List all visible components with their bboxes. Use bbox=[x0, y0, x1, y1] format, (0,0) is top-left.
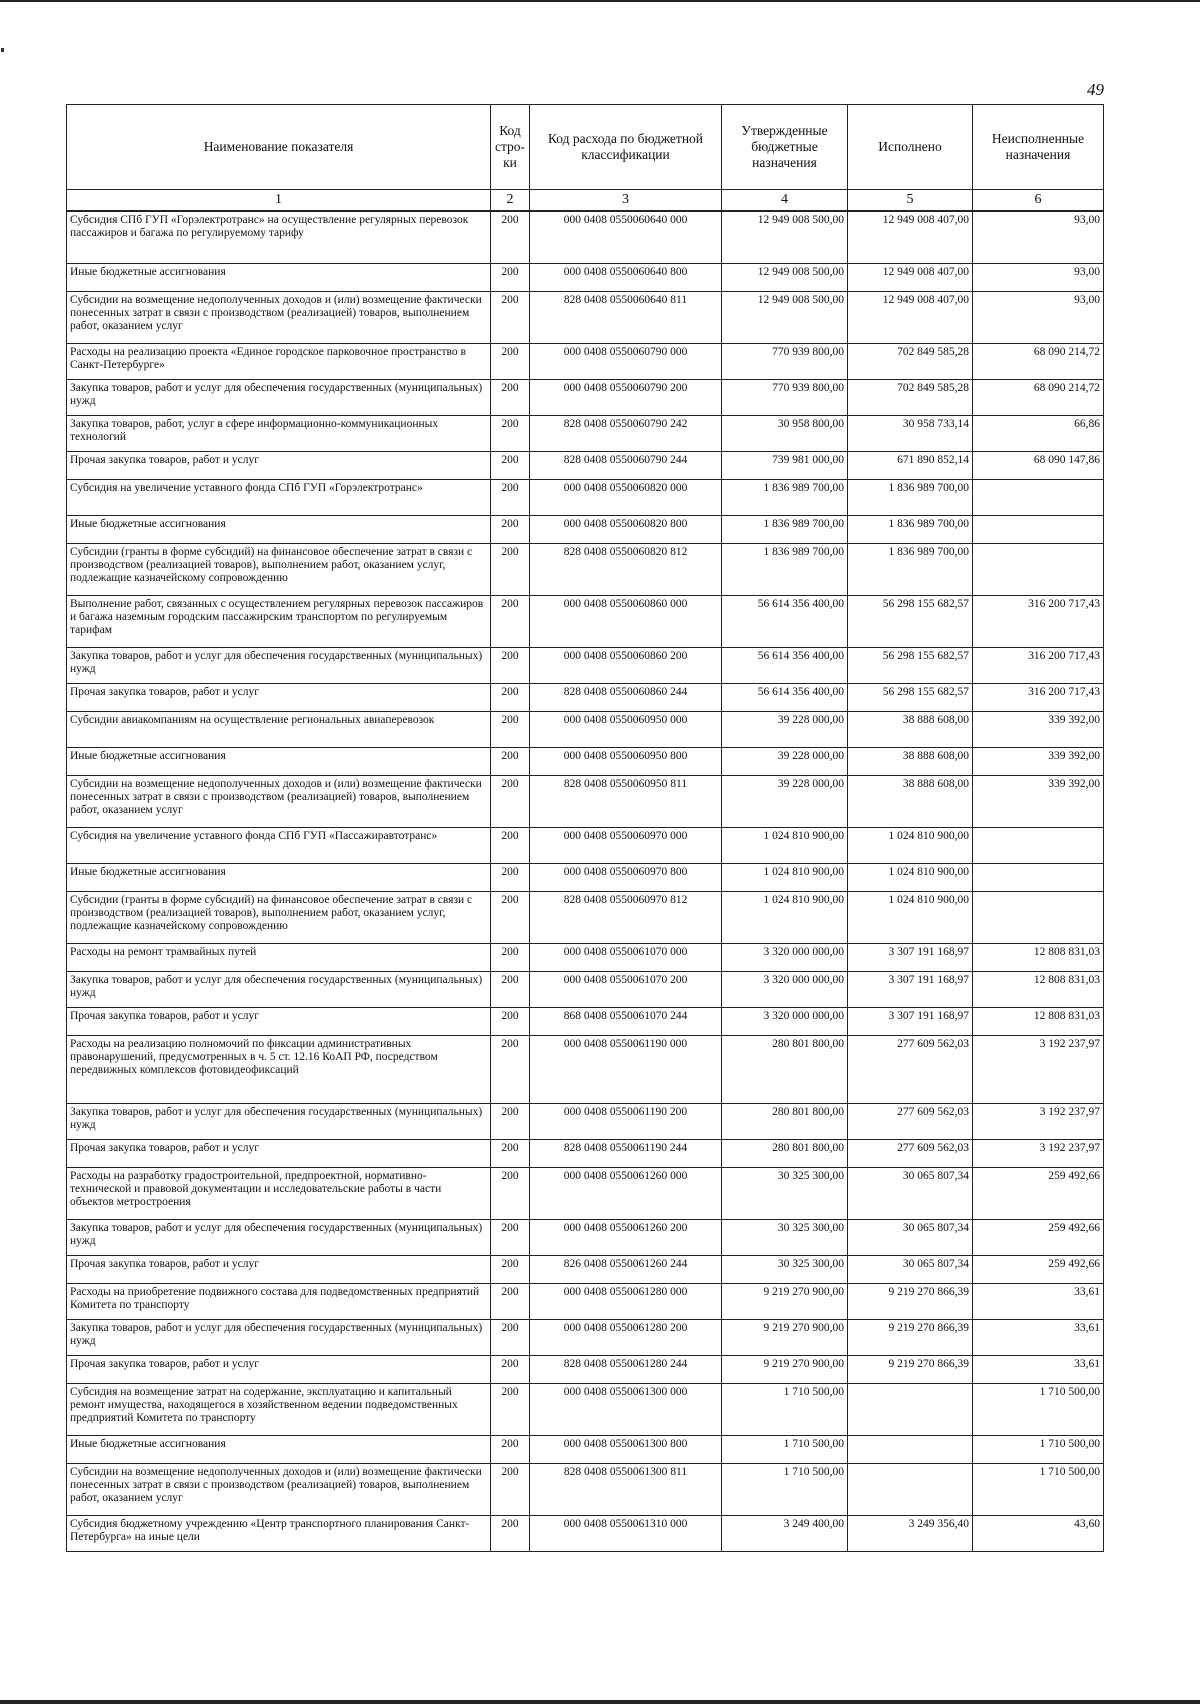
row-line-code: 200 bbox=[491, 1104, 530, 1140]
row-expense-code: 826 0408 0550061260 244 bbox=[530, 1256, 722, 1284]
header-executed: Исполнено bbox=[848, 105, 973, 190]
row-unexecuted: 68 090 214,72 bbox=[973, 380, 1104, 416]
row-unexecuted: 33,61 bbox=[973, 1284, 1104, 1320]
header-approved: Утвержденные бюджетные назначения bbox=[722, 105, 848, 190]
row-expense-code: 828 0408 0550060790 244 bbox=[530, 452, 722, 480]
table-row bbox=[67, 1140, 1104, 1168]
table-row bbox=[67, 1384, 1104, 1436]
row-name: Прочая закупка товаров, работ и услуг bbox=[67, 1256, 491, 1284]
row-expense-code: 868 0408 0550061070 244 bbox=[530, 1008, 722, 1036]
row-approved: 9 219 270 900,00 bbox=[722, 1284, 848, 1320]
row-unexecuted: 1 710 500,00 bbox=[973, 1464, 1104, 1516]
row-executed: 702 849 585,28 bbox=[848, 344, 973, 380]
row-executed: 56 298 155 682,57 bbox=[848, 596, 973, 648]
row-expense-code: 000 0408 0550060970 800 bbox=[530, 864, 722, 892]
row-name: Субсидия на увеличение уставного фонда СПб ГУП «Пассажиравтотранс» bbox=[67, 828, 491, 864]
row-name: Субсидия бюджетному учреждению «Центр транспортного планирования Санкт-Петербурга» на иные цели bbox=[67, 1516, 491, 1552]
row-expense-code: 828 0408 0550060820 812 bbox=[530, 544, 722, 596]
row-approved: 39 228 000,00 bbox=[722, 776, 848, 828]
table-row bbox=[67, 972, 1104, 1008]
row-approved: 39 228 000,00 bbox=[722, 748, 848, 776]
row-unexecuted: 12 808 831,03 bbox=[973, 972, 1104, 1008]
column-number: 4 bbox=[722, 190, 848, 212]
row-approved: 1 710 500,00 bbox=[722, 1384, 848, 1436]
row-unexecuted: 33,61 bbox=[973, 1320, 1104, 1356]
table-row bbox=[67, 416, 1104, 452]
row-unexecuted bbox=[973, 828, 1104, 864]
table-row bbox=[67, 292, 1104, 344]
column-number: 3 bbox=[530, 190, 722, 212]
row-approved: 3 249 400,00 bbox=[722, 1516, 848, 1552]
row-approved: 12 949 008 500,00 bbox=[722, 292, 848, 344]
row-executed: 702 849 585,28 bbox=[848, 380, 973, 416]
row-executed: 12 949 008 407,00 bbox=[848, 292, 973, 344]
table-row bbox=[67, 1284, 1104, 1320]
row-line-code: 200 bbox=[491, 944, 530, 972]
row-approved: 770 939 800,00 bbox=[722, 380, 848, 416]
row-approved: 56 614 356 400,00 bbox=[722, 648, 848, 684]
row-line-code: 200 bbox=[491, 1036, 530, 1104]
column-number: 1 bbox=[67, 190, 491, 212]
row-approved: 30 325 300,00 bbox=[722, 1256, 848, 1284]
row-expense-code: 828 0408 0550061280 244 bbox=[530, 1356, 722, 1384]
scan-border-top bbox=[0, 0, 1200, 2]
row-executed: 12 949 008 407,00 bbox=[848, 211, 973, 264]
row-executed: 38 888 608,00 bbox=[848, 776, 973, 828]
header-unexecuted: Неисполненные назначения bbox=[973, 105, 1104, 190]
scan-border-bottom bbox=[0, 1700, 1200, 1704]
header-expense-code: Код расхода по бюджетной классификации bbox=[530, 105, 722, 190]
row-approved: 1 836 989 700,00 bbox=[722, 516, 848, 544]
row-expense-code: 828 0408 0550061190 244 bbox=[530, 1140, 722, 1168]
row-unexecuted: 316 200 717,43 bbox=[973, 684, 1104, 712]
table-row bbox=[67, 712, 1104, 748]
row-name: Прочая закупка товаров, работ и услуг bbox=[67, 452, 491, 480]
row-executed: 30 065 807,34 bbox=[848, 1168, 973, 1220]
row-unexecuted: 12 808 831,03 bbox=[973, 944, 1104, 972]
row-expense-code: 000 0408 0550061310 000 bbox=[530, 1516, 722, 1552]
row-approved: 1 710 500,00 bbox=[722, 1464, 848, 1516]
row-approved: 1 024 810 900,00 bbox=[722, 892, 848, 944]
row-unexecuted: 68 090 214,72 bbox=[973, 344, 1104, 380]
budget-execution-table bbox=[66, 104, 1104, 1552]
row-name: Субсидии на возмещение недополученных доходов и (или) возмещение фактически понесенных затрат в связи с производством (реализацией) товаров, выполнением работ, оказанием услуг bbox=[67, 292, 491, 344]
row-expense-code: 000 0408 0550060790 200 bbox=[530, 380, 722, 416]
row-approved: 30 958 800,00 bbox=[722, 416, 848, 452]
row-executed bbox=[848, 1384, 973, 1436]
table-row bbox=[67, 1168, 1104, 1220]
row-expense-code: 000 0408 0550060950 800 bbox=[530, 748, 722, 776]
row-unexecuted: 93,00 bbox=[973, 211, 1104, 264]
row-unexecuted: 339 392,00 bbox=[973, 712, 1104, 748]
row-executed: 38 888 608,00 bbox=[848, 712, 973, 748]
row-expense-code: 000 0408 0550060820 800 bbox=[530, 516, 722, 544]
row-line-code: 200 bbox=[491, 211, 530, 264]
row-expense-code: 000 0408 0550061280 200 bbox=[530, 1320, 722, 1356]
table-row bbox=[67, 380, 1104, 416]
table-body bbox=[67, 211, 1104, 1552]
row-expense-code: 000 0408 0550061070 200 bbox=[530, 972, 722, 1008]
row-expense-code: 828 0408 0550061300 811 bbox=[530, 1464, 722, 1516]
row-executed: 1 024 810 900,00 bbox=[848, 864, 973, 892]
row-executed: 1 024 810 900,00 bbox=[848, 828, 973, 864]
row-name: Расходы на приобретение подвижного состава для подведомственных предприятий Комитета по транспорту bbox=[67, 1284, 491, 1320]
row-unexecuted: 339 392,00 bbox=[973, 776, 1104, 828]
row-name: Иные бюджетные ассигнования bbox=[67, 1436, 491, 1464]
row-unexecuted: 259 492,66 bbox=[973, 1220, 1104, 1256]
row-unexecuted: 33,61 bbox=[973, 1356, 1104, 1384]
row-executed: 277 609 562,03 bbox=[848, 1140, 973, 1168]
row-name: Расходы на реализацию полномочий по фиксации административных правонарушений, предусмотренных в ч. 5 ст. 12.16 КоАП РФ, посредством передвижных комплексов фотовидеофиксаций bbox=[67, 1036, 491, 1104]
row-name: Прочая закупка товаров, работ и услуг bbox=[67, 1140, 491, 1168]
row-unexecuted: 12 808 831,03 bbox=[973, 1008, 1104, 1036]
row-executed: 30 958 733,14 bbox=[848, 416, 973, 452]
table-row bbox=[67, 648, 1104, 684]
header-line-code: Код стро- ки bbox=[491, 105, 530, 190]
row-executed: 9 219 270 866,39 bbox=[848, 1356, 973, 1384]
table-row bbox=[67, 892, 1104, 944]
row-unexecuted: 259 492,66 bbox=[973, 1168, 1104, 1220]
row-line-code: 200 bbox=[491, 1384, 530, 1436]
row-expense-code: 000 0408 0550061300 000 bbox=[530, 1384, 722, 1436]
row-executed: 1 024 810 900,00 bbox=[848, 892, 973, 944]
scan-speck bbox=[1, 48, 4, 52]
table-row bbox=[67, 516, 1104, 544]
row-name: Закупка товаров, работ, услуг в сфере информационно-коммуникационных технологий bbox=[67, 416, 491, 452]
row-name: Закупка товаров, работ и услуг для обеспечения государственных (муниципальных) нужд bbox=[67, 972, 491, 1008]
row-expense-code: 000 0408 0550061260 000 bbox=[530, 1168, 722, 1220]
row-executed: 671 890 852,14 bbox=[848, 452, 973, 480]
row-name: Субсидии (гранты в форме субсидий) на финансовое обеспечение затрат в связи с производством (реализацией товаров), выполнением работ, оказанием услуг, подлежащие казначейскому сопровождению bbox=[67, 892, 491, 944]
row-expense-code: 828 0408 0550060640 811 bbox=[530, 292, 722, 344]
row-approved: 1 710 500,00 bbox=[722, 1436, 848, 1464]
row-expense-code: 000 0408 0550060820 000 bbox=[530, 480, 722, 516]
row-expense-code: 000 0408 0550060950 000 bbox=[530, 712, 722, 748]
row-line-code: 200 bbox=[491, 544, 530, 596]
row-name: Иные бюджетные ассигнования bbox=[67, 748, 491, 776]
row-approved: 280 801 800,00 bbox=[722, 1036, 848, 1104]
row-expense-code: 000 0408 0550061190 200 bbox=[530, 1104, 722, 1140]
row-approved: 12 949 008 500,00 bbox=[722, 264, 848, 292]
row-executed: 1 836 989 700,00 bbox=[848, 516, 973, 544]
row-unexecuted: 259 492,66 bbox=[973, 1256, 1104, 1284]
row-executed: 9 219 270 866,39 bbox=[848, 1284, 973, 1320]
table-row bbox=[67, 1256, 1104, 1284]
table-row bbox=[67, 1356, 1104, 1384]
column-number: 5 bbox=[848, 190, 973, 212]
table-row bbox=[67, 264, 1104, 292]
row-unexecuted bbox=[973, 892, 1104, 944]
row-line-code: 200 bbox=[491, 596, 530, 648]
column-number: 6 bbox=[973, 190, 1104, 212]
row-line-code: 200 bbox=[491, 648, 530, 684]
table-row bbox=[67, 480, 1104, 516]
table-row bbox=[67, 1320, 1104, 1356]
row-approved: 1 024 810 900,00 bbox=[722, 864, 848, 892]
row-unexecuted: 43,60 bbox=[973, 1516, 1104, 1552]
row-line-code: 200 bbox=[491, 864, 530, 892]
row-line-code: 200 bbox=[491, 828, 530, 864]
row-line-code: 200 bbox=[491, 712, 530, 748]
row-name: Выполнение работ, связанных с осуществлением регулярных перевозок пассажиров и багажа наземным городским пассажирским транспортом по регулируемым тарифам bbox=[67, 596, 491, 648]
column-number-row bbox=[67, 190, 1104, 212]
row-approved: 280 801 800,00 bbox=[722, 1140, 848, 1168]
row-approved: 1 836 989 700,00 bbox=[722, 544, 848, 596]
table-row bbox=[67, 452, 1104, 480]
row-line-code: 200 bbox=[491, 264, 530, 292]
row-expense-code: 000 0408 0550061260 200 bbox=[530, 1220, 722, 1256]
row-line-code: 200 bbox=[491, 1140, 530, 1168]
row-executed: 30 065 807,34 bbox=[848, 1220, 973, 1256]
row-approved: 739 981 000,00 bbox=[722, 452, 848, 480]
row-expense-code: 000 0408 0550060860 000 bbox=[530, 596, 722, 648]
row-expense-code: 828 0408 0550060950 811 bbox=[530, 776, 722, 828]
page-number: 49 bbox=[1087, 80, 1104, 99]
row-line-code: 200 bbox=[491, 1220, 530, 1256]
row-executed: 1 836 989 700,00 bbox=[848, 480, 973, 516]
row-line-code: 200 bbox=[491, 380, 530, 416]
row-approved: 1 836 989 700,00 bbox=[722, 480, 848, 516]
row-line-code: 200 bbox=[491, 452, 530, 480]
row-line-code: 200 bbox=[491, 1516, 530, 1552]
row-executed bbox=[848, 1436, 973, 1464]
row-executed: 9 219 270 866,39 bbox=[848, 1320, 973, 1356]
row-expense-code: 828 0408 0550060790 242 bbox=[530, 416, 722, 452]
row-line-code: 200 bbox=[491, 1256, 530, 1284]
header-name: Наименование показателя bbox=[67, 105, 491, 190]
row-name: Расходы на реализацию проекта «Единое городское парковочное пространство в Санкт-Петербурге» bbox=[67, 344, 491, 380]
table-row bbox=[67, 1008, 1104, 1036]
row-approved: 280 801 800,00 bbox=[722, 1104, 848, 1140]
header-row bbox=[67, 105, 1104, 190]
row-name: Субсидии на возмещение недополученных доходов и (или) возмещение фактически понесенных затрат в связи с производством (реализацией) товаров, выполнением работ, оказанием услуг bbox=[67, 776, 491, 828]
row-unexecuted: 93,00 bbox=[973, 292, 1104, 344]
column-number: 2 bbox=[491, 190, 530, 212]
row-executed: 3 249 356,40 bbox=[848, 1516, 973, 1552]
row-name: Закупка товаров, работ и услуг для обеспечения государственных (муниципальных) нужд bbox=[67, 1220, 491, 1256]
row-unexecuted: 3 192 237,97 bbox=[973, 1036, 1104, 1104]
row-approved: 30 325 300,00 bbox=[722, 1220, 848, 1256]
table-row bbox=[67, 684, 1104, 712]
row-name: Иные бюджетные ассигнования bbox=[67, 864, 491, 892]
row-name: Закупка товаров, работ и услуг для обеспечения государственных (муниципальных) нужд bbox=[67, 1104, 491, 1140]
row-executed: 3 307 191 168,97 bbox=[848, 944, 973, 972]
table-row bbox=[67, 828, 1104, 864]
row-unexecuted bbox=[973, 480, 1104, 516]
row-name: Закупка товаров, работ и услуг для обеспечения государственных (муниципальных) нужд bbox=[67, 1320, 491, 1356]
row-expense-code: 000 0408 0550060640 000 bbox=[530, 211, 722, 264]
row-executed: 38 888 608,00 bbox=[848, 748, 973, 776]
table-row bbox=[67, 748, 1104, 776]
row-unexecuted: 1 710 500,00 bbox=[973, 1436, 1104, 1464]
row-name: Расходы на разработку градостроительной, предпроектной, нормативно-технической и правовой документации и исследовательские работы в части объектов метростроения bbox=[67, 1168, 491, 1220]
row-executed: 3 307 191 168,97 bbox=[848, 1008, 973, 1036]
row-line-code: 200 bbox=[491, 344, 530, 380]
table-row bbox=[67, 544, 1104, 596]
row-expense-code: 000 0408 0550060790 000 bbox=[530, 344, 722, 380]
row-name: Субсидии авиакомпаниям на осуществление региональных авиаперевозок bbox=[67, 712, 491, 748]
row-expense-code: 828 0408 0550060970 812 bbox=[530, 892, 722, 944]
row-approved: 9 219 270 900,00 bbox=[722, 1356, 848, 1384]
row-unexecuted bbox=[973, 516, 1104, 544]
table-row bbox=[67, 1464, 1104, 1516]
row-line-code: 200 bbox=[491, 292, 530, 344]
table-row bbox=[67, 596, 1104, 648]
row-line-code: 200 bbox=[491, 1356, 530, 1384]
row-unexecuted: 316 200 717,43 bbox=[973, 596, 1104, 648]
row-expense-code: 000 0408 0550061300 800 bbox=[530, 1436, 722, 1464]
row-approved: 30 325 300,00 bbox=[722, 1168, 848, 1220]
table-row bbox=[67, 864, 1104, 892]
row-line-code: 200 bbox=[491, 892, 530, 944]
row-unexecuted: 68 090 147,86 bbox=[973, 452, 1104, 480]
row-name: Субсидия на возмещение затрат на содержание, эксплуатацию и капитальный ремонт имущества, находящегося в хозяйственном ведении подведомственных предприятий Комитета по транспорту bbox=[67, 1384, 491, 1436]
row-approved: 3 320 000 000,00 bbox=[722, 1008, 848, 1036]
row-name: Субсидия на увеличение уставного фонда СПб ГУП «Горэлектротранс» bbox=[67, 480, 491, 516]
row-line-code: 200 bbox=[491, 1168, 530, 1220]
row-name: Прочая закупка товаров, работ и услуг bbox=[67, 684, 491, 712]
row-unexecuted: 316 200 717,43 bbox=[973, 648, 1104, 684]
row-executed: 1 836 989 700,00 bbox=[848, 544, 973, 596]
row-expense-code: 000 0408 0550061280 000 bbox=[530, 1284, 722, 1320]
row-line-code: 200 bbox=[491, 480, 530, 516]
row-approved: 3 320 000 000,00 bbox=[722, 944, 848, 972]
row-approved: 3 320 000 000,00 bbox=[722, 972, 848, 1008]
table-row bbox=[67, 944, 1104, 972]
row-executed: 277 609 562,03 bbox=[848, 1036, 973, 1104]
row-name: Субсидия СПб ГУП «Горэлектротранс» на осуществление регулярных перевозок пассажиров и багажа по регулируемому тарифу bbox=[67, 211, 491, 264]
row-executed: 56 298 155 682,57 bbox=[848, 648, 973, 684]
row-approved: 770 939 800,00 bbox=[722, 344, 848, 380]
row-executed bbox=[848, 1464, 973, 1516]
row-expense-code: 000 0408 0550060860 200 bbox=[530, 648, 722, 684]
row-line-code: 200 bbox=[491, 1008, 530, 1036]
row-approved: 39 228 000,00 bbox=[722, 712, 848, 748]
table-row bbox=[67, 211, 1104, 264]
row-line-code: 200 bbox=[491, 516, 530, 544]
row-line-code: 200 bbox=[491, 1436, 530, 1464]
row-executed: 3 307 191 168,97 bbox=[848, 972, 973, 1008]
table-row bbox=[67, 776, 1104, 828]
row-approved: 12 949 008 500,00 bbox=[722, 211, 848, 264]
row-unexecuted: 66,86 bbox=[973, 416, 1104, 452]
row-line-code: 200 bbox=[491, 748, 530, 776]
row-name: Субсидии на возмещение недополученных доходов и (или) возмещение фактически понесенных затрат в связи с производством (реализацией) товаров, выполнением работ, оказанием услуг bbox=[67, 1464, 491, 1516]
row-executed: 56 298 155 682,57 bbox=[848, 684, 973, 712]
row-line-code: 200 bbox=[491, 684, 530, 712]
row-name: Расходы на ремонт трамвайных путей bbox=[67, 944, 491, 972]
row-name: Закупка товаров, работ и услуг для обеспечения государственных (муниципальных) нужд bbox=[67, 648, 491, 684]
row-name: Иные бюджетные ассигнования bbox=[67, 264, 491, 292]
row-expense-code: 000 0408 0550060970 000 bbox=[530, 828, 722, 864]
table-row bbox=[67, 1516, 1104, 1552]
row-expense-code: 000 0408 0550060640 800 bbox=[530, 264, 722, 292]
row-name: Субсидии (гранты в форме субсидий) на финансовое обеспечение затрат в связи с производством (реализацией товаров), выполнением работ, оказанием услуг, подлежащие казначейскому сопровождению bbox=[67, 544, 491, 596]
row-approved: 9 219 270 900,00 bbox=[722, 1320, 848, 1356]
table-row bbox=[67, 344, 1104, 380]
row-unexecuted: 3 192 237,97 bbox=[973, 1104, 1104, 1140]
table-row bbox=[67, 1104, 1104, 1140]
row-name: Прочая закупка товаров, работ и услуг bbox=[67, 1008, 491, 1036]
table-row bbox=[67, 1436, 1104, 1464]
row-approved: 56 614 356 400,00 bbox=[722, 684, 848, 712]
row-expense-code: 000 0408 0550061070 000 bbox=[530, 944, 722, 972]
row-line-code: 200 bbox=[491, 1320, 530, 1356]
row-unexecuted bbox=[973, 544, 1104, 596]
row-line-code: 200 bbox=[491, 972, 530, 1008]
row-line-code: 200 bbox=[491, 1464, 530, 1516]
row-unexecuted: 3 192 237,97 bbox=[973, 1140, 1104, 1168]
row-unexecuted: 339 392,00 bbox=[973, 748, 1104, 776]
row-line-code: 200 bbox=[491, 776, 530, 828]
row-name: Прочая закупка товаров, работ и услуг bbox=[67, 1356, 491, 1384]
row-unexecuted: 1 710 500,00 bbox=[973, 1384, 1104, 1436]
row-approved: 56 614 356 400,00 bbox=[722, 596, 848, 648]
row-executed: 30 065 807,34 bbox=[848, 1256, 973, 1284]
row-executed: 277 609 562,03 bbox=[848, 1104, 973, 1140]
row-name: Иные бюджетные ассигнования bbox=[67, 516, 491, 544]
row-line-code: 200 bbox=[491, 1284, 530, 1320]
row-expense-code: 828 0408 0550060860 244 bbox=[530, 684, 722, 712]
table-row bbox=[67, 1036, 1104, 1104]
row-expense-code: 000 0408 0550061190 000 bbox=[530, 1036, 722, 1104]
row-executed: 12 949 008 407,00 bbox=[848, 264, 973, 292]
table-row bbox=[67, 1220, 1104, 1256]
row-unexecuted bbox=[973, 864, 1104, 892]
row-approved: 1 024 810 900,00 bbox=[722, 828, 848, 864]
row-name: Закупка товаров, работ и услуг для обеспечения государственных (муниципальных) нужд bbox=[67, 380, 491, 416]
row-unexecuted: 93,00 bbox=[973, 264, 1104, 292]
row-line-code: 200 bbox=[491, 416, 530, 452]
